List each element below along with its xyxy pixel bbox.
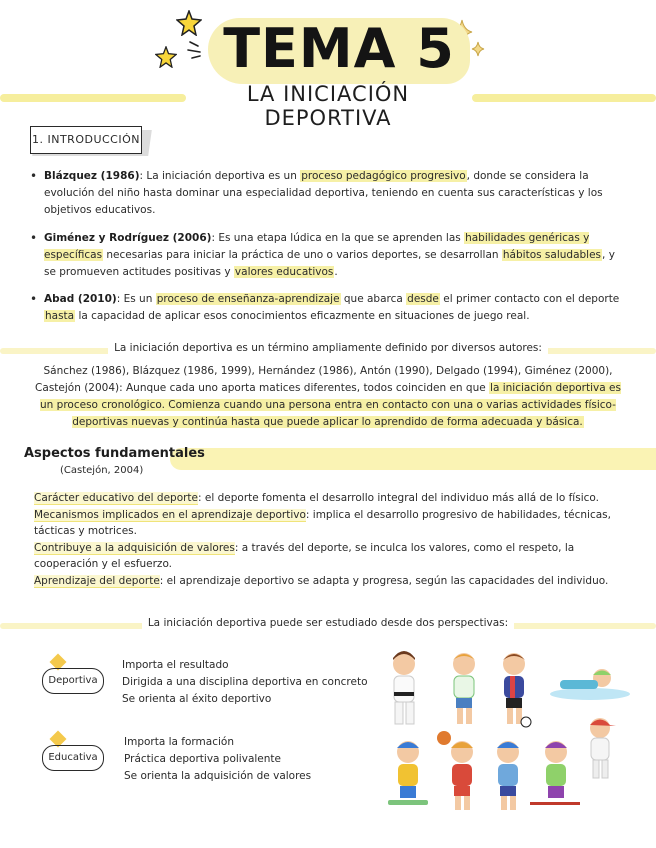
highlight-text: hábitos saludables <box>502 249 602 261</box>
aspect-key: Contribuye a la adquisición de valores <box>34 541 235 554</box>
educativa-badge: Educativa <box>42 745 104 771</box>
basketball-kid-icon <box>437 731 473 810</box>
definition-text: necesarias para iniciar la práctica de uno o varios deportes, se desarrollan <box>103 249 502 261</box>
list-item <box>34 573 630 590</box>
aspect-key: Aprendizaje del deporte <box>34 574 160 587</box>
educativa-points <box>124 734 311 785</box>
highlight-text: la iniciación deportiva es un proceso cronológico. Comienza cuando una persona entra en contacto con una o varias actividades físico-deportivas nuevas y continúa hasta que puede aplicar lo aprendido de forma adecuada y básica. <box>40 382 621 428</box>
deportiva-points <box>122 657 368 708</box>
aspect-key: Mecanismos implicados en el aprendizaje deportivo <box>34 508 306 521</box>
aspect-key: Carácter educativo del deporte <box>34 492 199 504</box>
hockey-kid-icon <box>497 741 519 810</box>
perspectives-text <box>0 617 656 629</box>
authors-paragraph <box>30 363 626 431</box>
definition-item <box>30 230 620 281</box>
authors-text: Sánchez (1986), Blázquez (1986, 1999), Hernández (1986), Antón (1990), Delgado (1994), Giménez (2000), Castejón (2004): Aunque cada uno aporta matices diferentes, todos coinciden en que <box>35 365 613 394</box>
definition-text: la capacidad de aplicar esos conocimientos eficazmente en situaciones de juego real. <box>75 310 530 322</box>
aspect-text: : el deporte fomenta el desarrollo integral del individuo más allá de lo físico. <box>198 492 599 504</box>
highlight-text: valores educativos <box>234 266 334 278</box>
skier-kid-icon <box>530 741 580 805</box>
perspectives-label: La iniciación deportiva puede ser estudiado desde dos perspectivas: <box>142 617 514 629</box>
subtitle-rule-left <box>0 94 186 102</box>
author-name: Giménez y Rodríguez (2006) <box>44 232 212 244</box>
bullet-icon: • <box>30 231 38 245</box>
list-item: Importa la formación <box>124 736 234 748</box>
definition-text: : La iniciación deportiva es un <box>139 170 301 182</box>
soccer-kid-icon <box>503 653 531 727</box>
skateboard-kid-icon <box>388 741 428 805</box>
list-item: Se orienta al éxito deportivo <box>122 693 272 705</box>
definition-text: , donde se considera la evolución del niño hasta dominar una especialidad deportiva, teniendo en cuenta sus características y los objetivos educativos. <box>44 170 603 216</box>
motion-lines-icon <box>186 38 208 64</box>
highlight-text: proceso pedagógico progresivo <box>301 170 466 182</box>
perspectives-row <box>0 617 656 635</box>
definition-text: el primer contacto con el deporte <box>439 293 620 305</box>
deportiva-badge: Deportiva <box>42 668 104 694</box>
definition-item <box>30 168 620 219</box>
page-subtitle: LA INICIACIÓN DEPORTIVA <box>246 82 410 130</box>
definition-text: : Es una etapa lúdica en la que se aprenden las <box>211 232 465 244</box>
aspectos-heading: Aspectos fundamentales <box>24 446 205 461</box>
highlight-text: habilidades genéricas y específicas <box>44 232 590 261</box>
definition-text: : Es un <box>116 293 156 305</box>
aspect-text: : implica el desarrollo progresivo de habilidades, técnicas, tácticas y motrices. <box>34 508 611 537</box>
list-item <box>34 507 630 540</box>
list-item <box>34 540 630 573</box>
page-title: TEMA 5 <box>223 17 455 80</box>
list-item: Se orienta la adquisición de valores <box>124 770 312 782</box>
bullet-icon: • <box>30 169 38 183</box>
definition-text: que abarca <box>340 293 407 305</box>
author-name: Blázquez (1986) <box>44 170 140 182</box>
highlight-text: desde <box>407 293 439 305</box>
aspectos-heading-bar <box>170 448 656 470</box>
karate-kid-icon <box>393 651 415 724</box>
aspect-text: : el aprendizaje deportivo se adapta y progresa, según las capacidades del individuo. <box>159 574 609 587</box>
definition-item <box>30 291 620 325</box>
author-name: Abad (2010) <box>44 293 117 305</box>
swimmer-kid-icon <box>550 669 630 700</box>
subtitle-row <box>0 82 656 130</box>
list-item: Importa el resultado <box>122 659 229 671</box>
subtitle-rule-right <box>472 94 656 102</box>
definition-text: , y se promueven actitudes positivas y <box>44 249 615 278</box>
star-icon <box>155 46 177 68</box>
baseball-kid-icon <box>590 718 616 778</box>
statement-label: La iniciación deportiva es un término ampliamente definido por diversos autores: <box>108 342 548 354</box>
kids-sports-illustration <box>380 648 630 814</box>
runner-kid-icon <box>453 653 475 724</box>
section-label-introduccion: 1. INTRODUCCIÓN <box>30 126 142 154</box>
list-item: Práctica deportiva polivalente <box>124 753 281 765</box>
statement-row <box>0 342 656 360</box>
definition-text: . <box>334 266 338 278</box>
aspectos-list <box>34 490 630 589</box>
star-icon <box>176 10 202 36</box>
list-item <box>34 490 630 507</box>
highlight-text: hasta <box>45 310 75 322</box>
aspectos-source: (Castejón, 2004) <box>60 465 144 476</box>
aspect-text: : a través del deporte, se inculca los valores, como el respeto, la cooperación y el esfuerzo. <box>34 541 575 570</box>
list-item: Dirigida a una disciplina deportiva en concreto <box>122 676 368 688</box>
bullet-icon: • <box>30 292 38 306</box>
statement-text <box>0 342 656 354</box>
highlight-text: proceso de enseñanza-aprendizaje <box>156 293 340 305</box>
